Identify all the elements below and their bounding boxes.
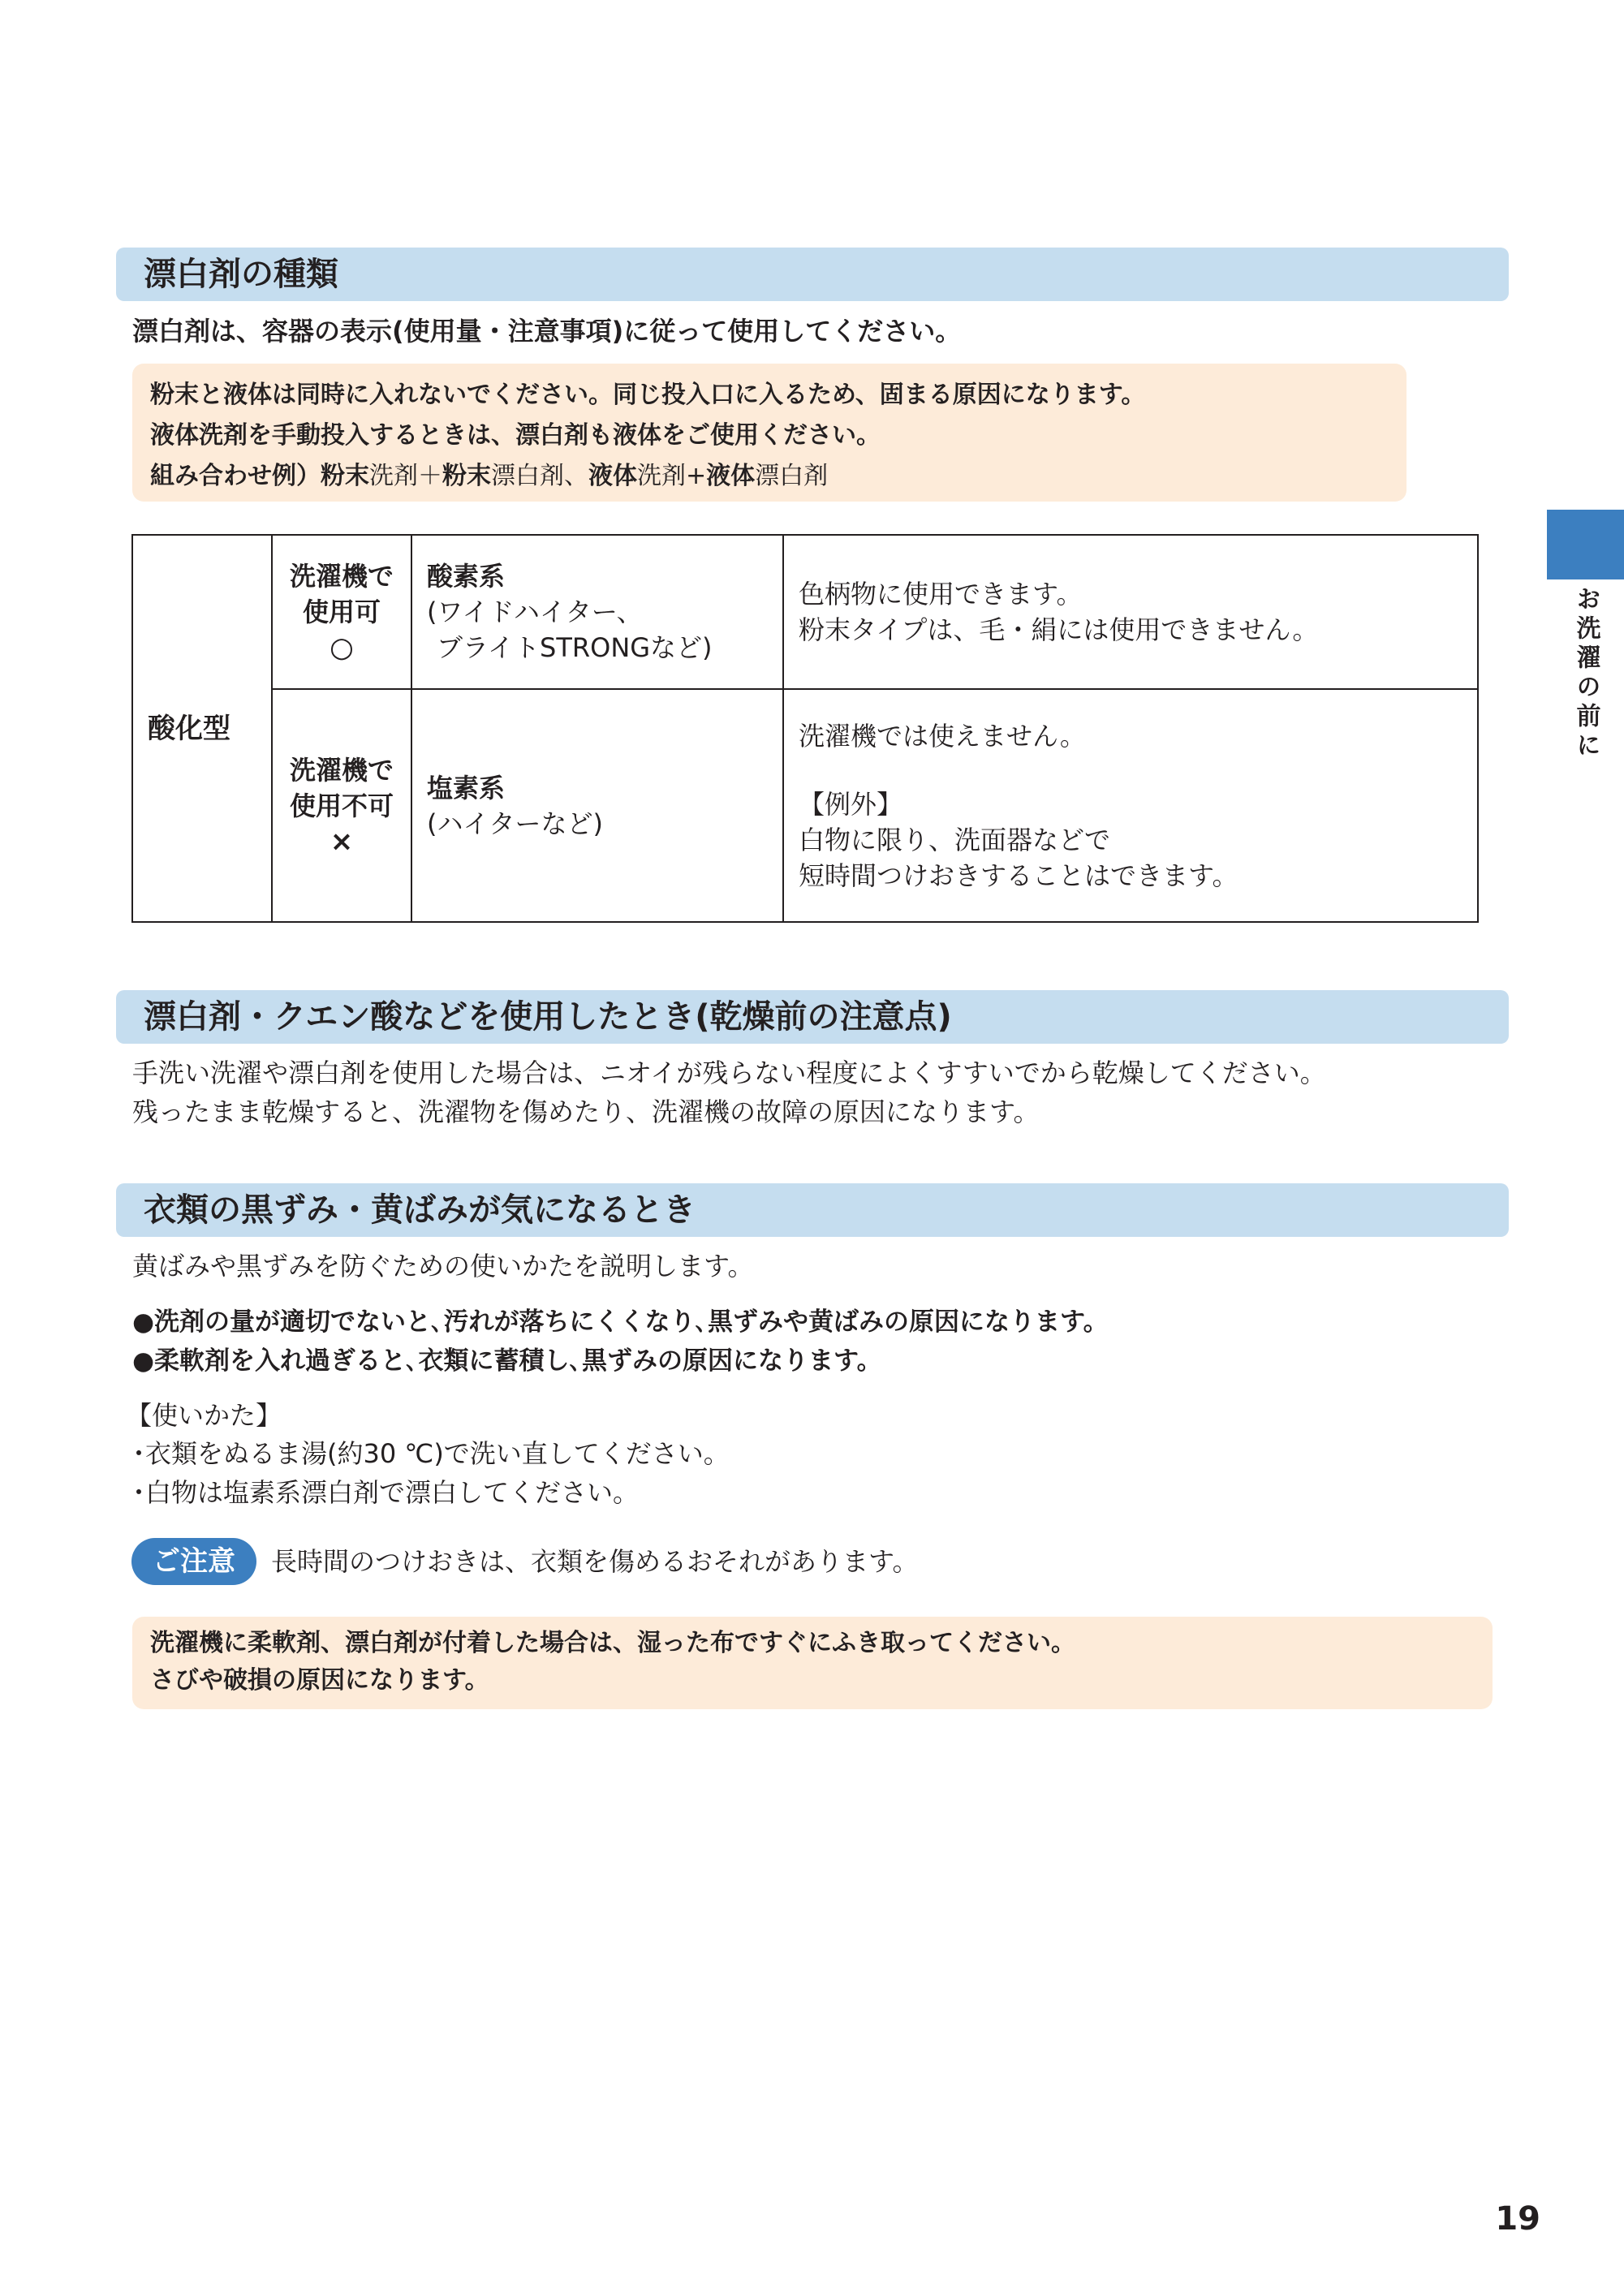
section-tab-label: お洗濯の前に: [1571, 586, 1600, 761]
section-tab-marker: [1547, 510, 1624, 579]
example-text: 洗剤＋: [369, 462, 442, 490]
usable-cell: [272, 535, 411, 689]
description-text: 洗濯機では使えません。: [799, 720, 1086, 752]
note-line: さびや破損の原因になります。: [150, 1666, 489, 1695]
bullet-item: ●柔軟剤を入れ過ぎると､衣類に蓄積し､黒ずみの原因になります。: [132, 1346, 882, 1376]
note-line: 粉末と液体は同時に入れないでください。同じ投入口に入るため、固まる原因になります。: [150, 381, 1146, 409]
description-text: 色柄物に使用できます。: [799, 579, 1083, 610]
howto-title: 【使いかた】: [126, 1400, 282, 1431]
residue-note-box: [132, 1617, 1493, 1709]
bleach-table: [131, 534, 1479, 923]
bleach-kind-cell: [411, 535, 783, 689]
combination-example: [150, 456, 1389, 497]
example-text: 漂白剤、: [491, 462, 588, 490]
note-line: 洗濯機に柔軟剤、漂白剤が付着した場合は、湿った布ですぐにふき取ってください。: [150, 1629, 1075, 1657]
section-heading-yellowing: 衣類の黒ずみ・黄ばみが気になるとき: [116, 1183, 1509, 1237]
bleach-note-box: [132, 364, 1406, 502]
example-text: 洗剤+: [637, 462, 707, 490]
description-cell: [783, 535, 1478, 689]
caution-text: 長時間のつけおきは、衣類を傷めるおそれがあります。: [271, 1546, 919, 1577]
table-row: [132, 689, 1478, 922]
usable-text: 洗濯機で: [289, 754, 394, 786]
yellowing-intro: 黄ばみや黒ずみを防ぐための使いかたを説明します。: [132, 1251, 754, 1282]
usable-text: 使用可: [302, 597, 381, 627]
ng-mark-icon: ×: [330, 825, 354, 858]
example-word: 粉末: [442, 462, 491, 490]
bleach-intro: 漂白剤は、容器の表示(使用量・注意事項)に従って使用してください。: [132, 316, 962, 347]
howto-item: ･衣類をぬるま湯(約30 ℃)で洗い直してください。: [132, 1438, 730, 1469]
drying-note-line: 手洗い洗濯や漂白剤を使用した場合は、ニオイが残らない程度によくすすいでから乾燥してください。: [132, 1058, 1326, 1088]
example-text: 漂白剤: [755, 462, 829, 490]
bleach-example: ブライトSTRONGなど): [437, 632, 713, 663]
usable-cell: [272, 689, 411, 922]
bleach-kind: 塩素系: [427, 772, 506, 803]
example-word: 粉末: [321, 462, 369, 490]
howto-item: ･白物は塩素系漂白剤で漂白してください。: [132, 1477, 640, 1508]
bleach-kind-cell: [411, 689, 783, 922]
example-word: 液体: [706, 462, 756, 490]
example-word: 液体: [588, 462, 637, 490]
description-text: 粉末タイプは、毛・絹には使用できません。: [799, 614, 1319, 645]
note-line: 液体洗剤を手動投入するときは、漂白剤も液体をご使用ください。: [150, 421, 881, 450]
bleach-kind: 酸素系: [427, 561, 506, 592]
ok-mark-icon: ○: [330, 631, 354, 664]
section-heading-bleach-types: 漂白剤の種類: [116, 248, 1509, 301]
caution-badge: ご注意: [131, 1538, 256, 1585]
table-row: [132, 535, 1478, 689]
bleach-example: (ワイドハイター、: [427, 597, 643, 627]
description-text: 【例外】: [799, 788, 903, 820]
usable-text: 洗濯機で: [289, 561, 394, 592]
description-text: 白物に限り、洗面器などで: [799, 824, 1111, 855]
bleach-example: (ハイターなど): [427, 808, 603, 839]
oxidizing-type-cell: 酸化型: [132, 535, 272, 922]
description-cell: [783, 689, 1478, 922]
drying-note-line: 残ったまま乾燥すると、洗濯物を傷めたり、洗濯機の故障の原因になります。: [132, 1096, 1040, 1127]
usable-text: 使用不可: [289, 790, 394, 821]
bullet-item: ●洗剤の量が適切でないと､汚れが落ちにくくなり､黒ずみや黄ばみの原因になります。: [132, 1307, 1109, 1337]
example-prefix: 組み合わせ例）: [150, 462, 321, 490]
section-heading-before-drying: 漂白剤・クエン酸などを使用したとき(乾燥前の注意点): [116, 990, 1509, 1044]
description-text: 短時間つけおきすることはできます。: [799, 859, 1238, 891]
page-number: 19: [1495, 2200, 1540, 2238]
